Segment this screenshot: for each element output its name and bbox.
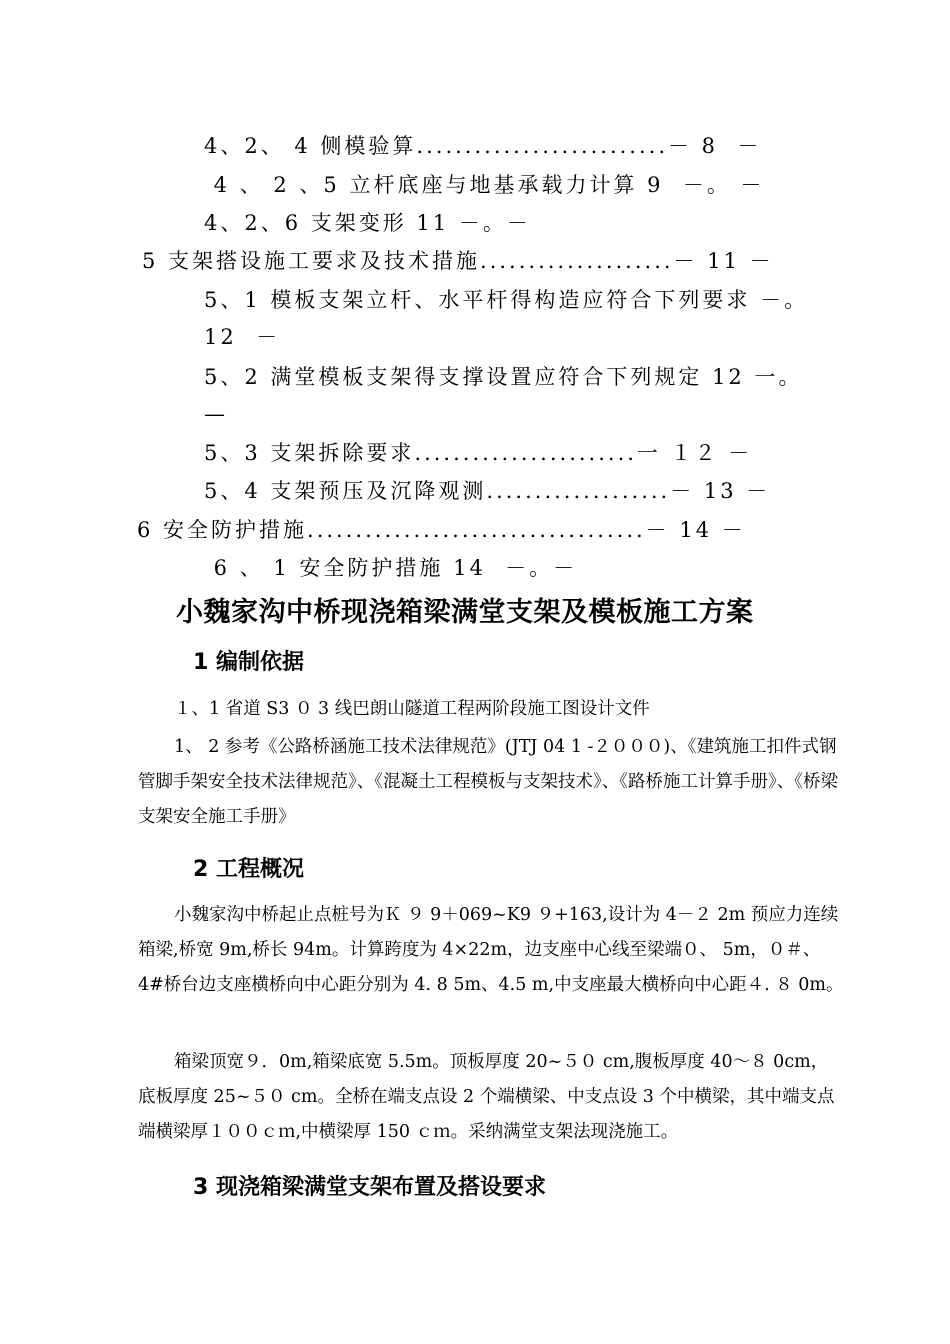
- toc-line-4-2-5[interactable]: 4 、 2 、5 立杆底座与地基承载力计算 9 －。 －: [204, 173, 765, 197]
- toc-line-5-4[interactable]: 5、4 支架预压及沉降观测...................－ 13 －: [204, 479, 771, 503]
- toc-line-6[interactable]: 6 安全防护措施...................................－ 14 －: [137, 518, 746, 542]
- document-title: 小魏家沟中桥现浇箱梁满堂支架及模板施工方案: [176, 597, 754, 628]
- section-1-item-1: １、1 省道 S3 ０ 3 线巴朗山隧道工程两阶段施工图设计文件: [174, 699, 650, 719]
- toc-line-5-1[interactable]: 5、1 模板支架立杆、水平杆得构造应符合下列要求 －。: [204, 288, 809, 312]
- section-1-item-2: 1、 2 参考《公路桥涵施工技术法律规范》(JTJ 04 1 -２０００)、《建筑施工扣件式钢管脚手架安全技术法律规范》、《混凝土工程模板与支架技术》、《路桥施工计算手册》、《桥梁支架安全施工手册》: [138, 737, 838, 827]
- toc-line-5-1-page[interactable]: 12 －: [204, 325, 281, 349]
- section-1-heading: 1 编制依据: [193, 650, 304, 675]
- toc-line-5-2-page[interactable]: —: [204, 402, 228, 426]
- toc-line-4-2-6[interactable]: 4、2、6 支架变形 11 －。－: [204, 211, 531, 235]
- section-2-heading: 2 工程概况: [193, 857, 304, 882]
- section-2-paragraph-1: 小魏家沟中桥起止点桩号为Ｋ ９ 9＋069~K9 ９+163,设计为 4－２ 2m 预应力连续箱梁,桥宽 9m,桥长 94m。计算跨度为 4×22m，边支座中心线至梁端０、 5m，０＃、4#桥台边支座横桥向中心距分别为 4. 8 5m、4.5 m,中支座最大横桥向中心距４. ８ 0m。: [138, 905, 844, 995]
- toc-line-5-3[interactable]: 5、3 支架拆除要求.......................一 １２ －: [204, 441, 753, 465]
- section-2-paragraph-2: 箱梁顶宽９．0m,箱梁底宽 5.5m。顶板厚度 20~５０ cm,腹板厚度 40～８ 0cm，底板厚度 25~５０ cm。全桥在端支点设 2 个端横梁、中支点设 3 个中横梁，其中端支点端横梁厚１００ｃｍ,中横梁厚 150 ｃｍ。采纳满堂支架法现浇施工。: [138, 1052, 835, 1142]
- toc-line-5-2[interactable]: 5、2 满堂模板支架得支撑设置应符合下列规定 12 一。: [204, 365, 803, 389]
- section-3-heading: 3 现浇箱梁满堂支架布置及搭设要求: [193, 1175, 546, 1200]
- toc-line-4-2-4[interactable]: 4、2、 4 侧模验算..........................－ 8 －: [204, 134, 762, 158]
- toc-line-6-1[interactable]: 6 、 1 安全防护措施 14 －。－: [204, 556, 578, 580]
- toc-line-5[interactable]: 5 支架搭设施工要求及技术措施....................－ 11 －: [142, 249, 774, 273]
